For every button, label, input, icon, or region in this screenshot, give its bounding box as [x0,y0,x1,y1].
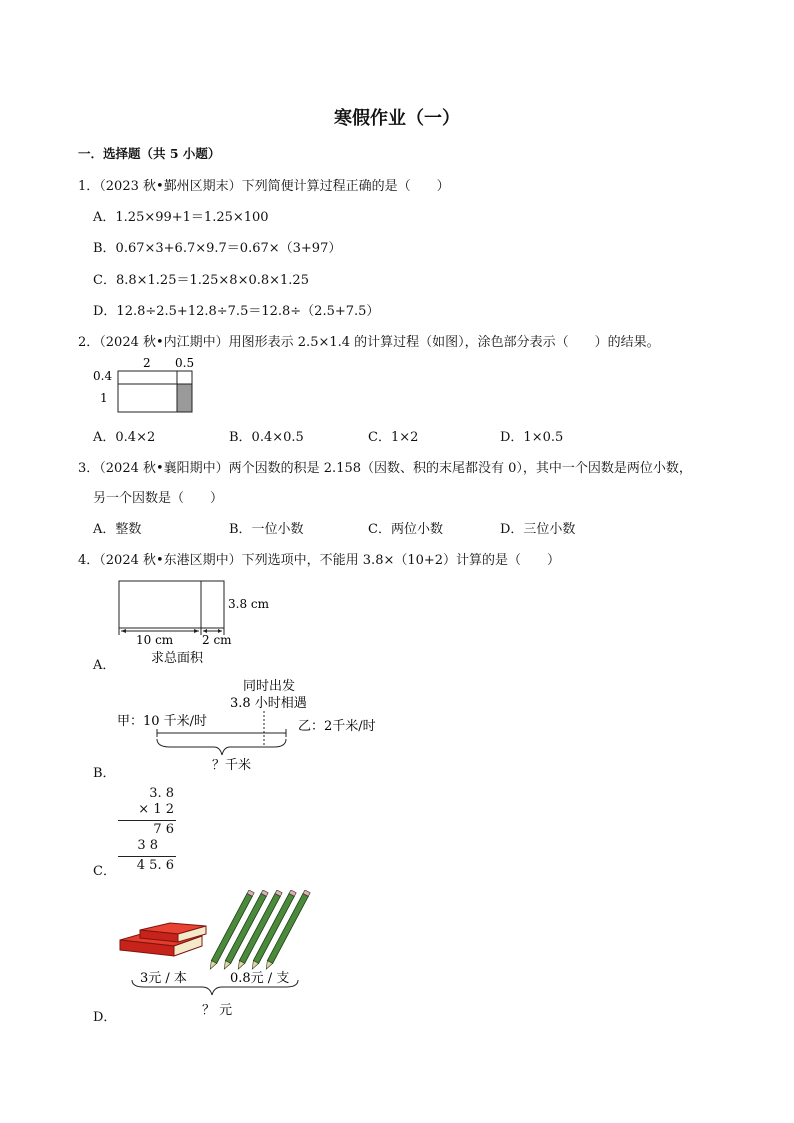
books-icon [120,923,206,956]
q2-area-figure [88,350,208,418]
q2-option-b: B．0.4×0.5 [229,430,304,445]
q4a-rectangle-figure [110,575,290,670]
q4d-books-pencils-figure [110,890,330,1025]
q4b-line2: 3.8 小时相遇 [230,696,307,711]
q4c-row5: 4 5. 6 [136,858,174,873]
q4-option-a-label: A． [93,658,116,673]
fig-shaded-region [177,384,192,412]
q4b-right-speed: 乙：2千米/时 [298,719,376,734]
q4c-row1: 3. 8 [149,786,174,801]
question-1-stem: 1．（2023 秋•鄞州区期末）下列简便计算过程正确的是（ ） [78,179,450,194]
q2-option-c: C．1×2 [368,430,419,445]
q4b-meeting-figure [110,675,400,775]
q3-option-a: A．整数 [93,522,142,537]
q4a-caption: 求总面积 [151,651,204,666]
q4a-width-10-label: 10 cm [136,633,174,647]
q4d-pencil-price: 0.8元 / 支 [230,971,290,986]
fig-top-strip [118,371,192,384]
q4a-width-2-label: 2 cm [202,633,232,647]
q4c-row3: 7 6 [153,822,174,837]
q4c-vertical-multiplication [118,786,176,876]
q4c-row2: × 1 2 [138,802,174,817]
q3-option-d: D．三位小数 [500,522,576,537]
pencils-icon [208,890,311,970]
q1-option-d: D．12.8÷2.5+12.8÷7.5＝12.8÷（2.5+7.5） [93,304,380,319]
q3-option-b: B．一位小数 [229,522,304,537]
q4b-left-speed: 甲：10 千米/时 [117,714,208,729]
q2-option-a: A．0.4×2 [93,430,156,445]
q4-option-c-label: C． [93,864,116,879]
q4d-book-price: 3元 / 本 [140,971,187,986]
fig-label-top-2: 2 [143,356,151,370]
question-3-stem-line1: 3．（2024 秋•襄阳期中）两个因数的积是 2.158（因数、积的末尾都没有 0），其中一个因数是两位小数， [78,461,692,476]
q1-option-b: B．0.67×3+6.7×9.7＝0.67×（3+97） [93,241,342,256]
q2-option-d: D．1×0.5 [500,430,564,445]
fig-label-left-1: 1 [100,391,108,405]
page-title: 寒假作业（一） [334,108,460,129]
question-3-stem-line2: 另一个因数是（ ） [93,491,224,506]
q4c-row4: 3 8 [137,838,158,853]
fig-label-top-05: 0.5 [175,356,195,370]
fig-label-left-04: 0.4 [93,369,113,383]
q1-option-a: A．1.25×99+1＝1.25×100 [93,210,269,225]
q4-option-d-label: D． [93,1010,117,1025]
q4d-bottom: ？ 元 [202,1003,233,1018]
q4-option-b-label: B． [93,766,116,781]
question-2-stem: 2．（2024 秋•内江期中）用图形表示 2.5×1.4 的计算过程（如图），涂色部分表示（ ）的结果。 [78,335,660,350]
q3-option-c: C．两位小数 [368,522,443,537]
q4b-line1: 同时出发 [243,679,296,694]
q4b-bottom: ？千米 [212,758,252,773]
question-4-stem: 4．（2024 秋•东港区期中）下列选项中，不能用 3.8×（10+2）计算的是（ ） [78,553,561,568]
q4a-height-label: 3.8 cm [228,597,269,611]
q1-option-c: C．8.8×1.25＝1.25×8×0.8×1.25 [93,273,309,288]
section-heading: 一．选择题（共 5 小题） [78,146,221,161]
